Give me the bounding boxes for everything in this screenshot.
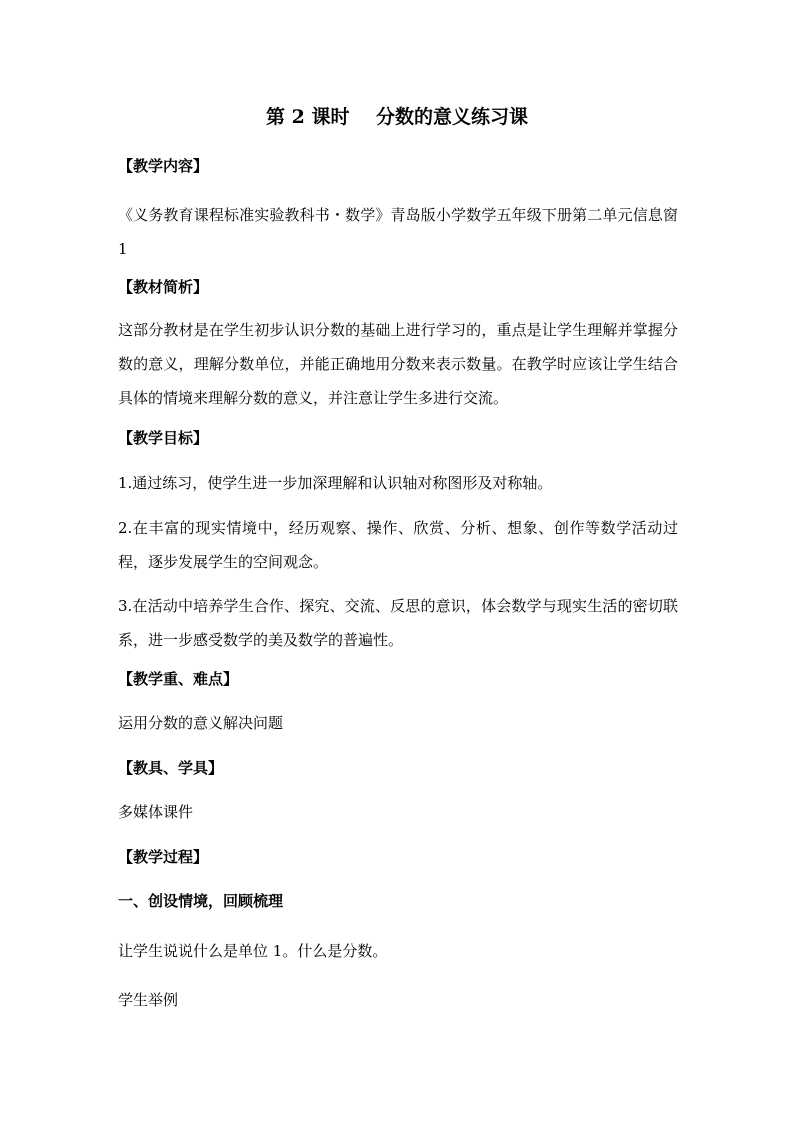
tools-text: 多媒体课件 [118,803,194,821]
key-points-heading: 【教学重、难点】 [118,670,239,688]
content-text: 《义务教育课程标准实验教科书・数学》青岛版小学数学五年级下册第二单元信息窗 1 [118,206,678,258]
page-title: 第 2 课时 分数的意义练习课 [266,106,528,128]
step-1-text-2: 学生举例 [118,991,179,1009]
goal-item-1: 1.通过练习，使学生进一步加深理解和认识轴对称图形及对称轴。 [118,474,553,492]
key-points-text: 运用分数的意义解决问题 [118,714,284,732]
analysis-text: 这部分教材是在学生初步认识分数的基础上进行学习的，重点是让学生理解并掌握分数的意义，理解分数单位，并能正确地用分数来表示数量。在教学时应该让学生结合具体的情境来理解分数的意义，并注意让学生多进行交流。 [118,321,678,407]
content-heading: 【教学内容】 [118,157,209,175]
tools-heading: 【教具、学具】 [118,759,224,777]
goals-heading: 【教学目标】 [118,429,209,447]
step-1-text: 让学生说说什么是单位 1。什么是分数。 [118,942,388,960]
step-1-heading: 一、创设情境，回顾梳理 [118,892,284,910]
analysis-heading: 【教材简析】 [118,278,209,296]
process-heading: 【教学过程】 [118,848,209,866]
goal-item-3: 3.在活动中培养学生合作、探究、交流、反思的意识，体会数学与现实生活的密切联系，进一步感受数学的美及数学的普遍性。 [118,597,678,649]
goal-item-2: 2.在丰富的现实情境中，经历观察、操作、欣赏、分析、想象、创作等数学活动过程，逐步发展学生的空间观念。 [118,519,678,571]
